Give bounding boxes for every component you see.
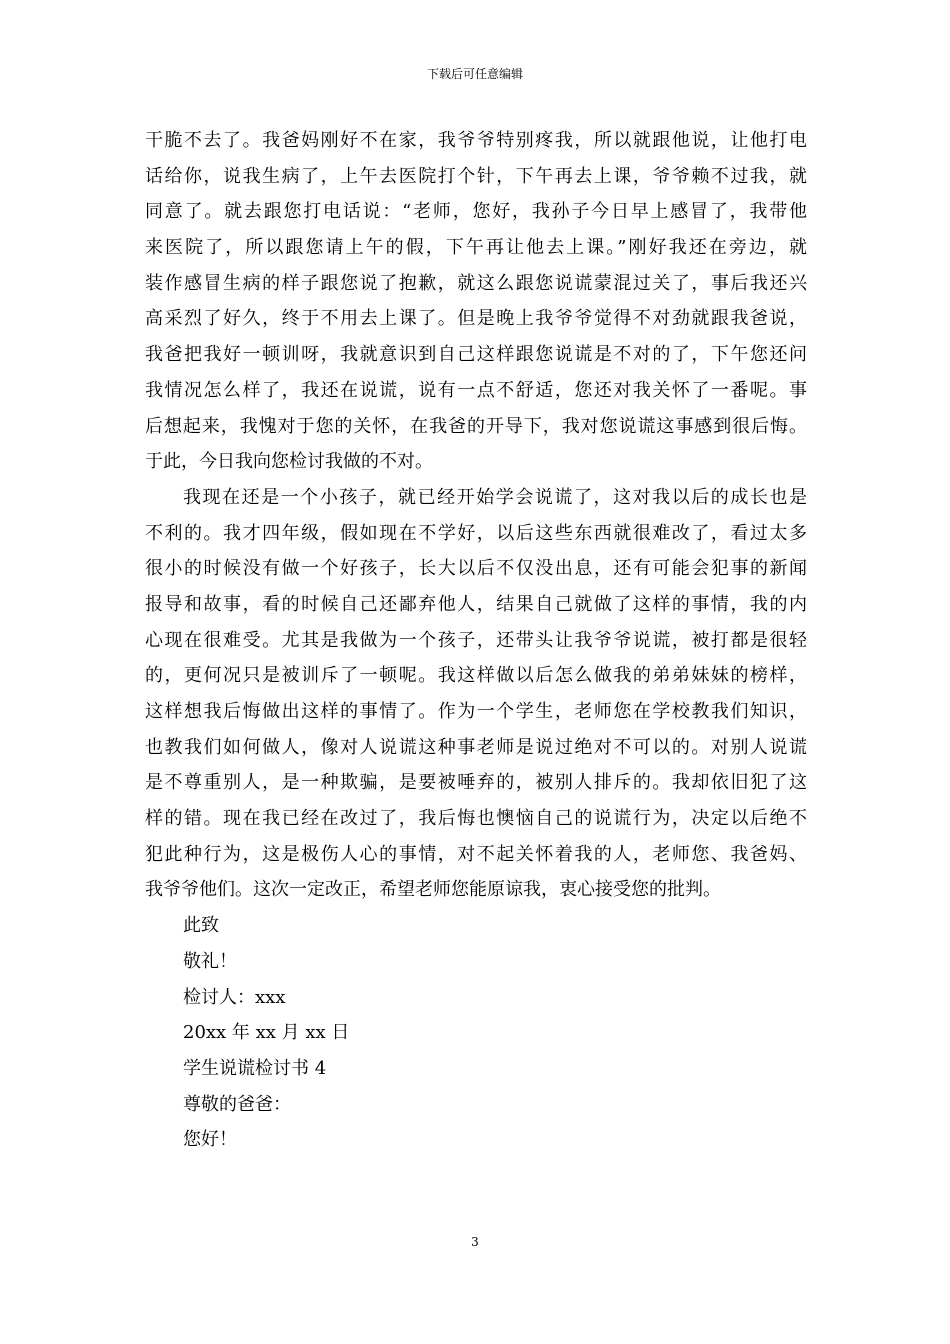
paragraph-1 <box>145 123 807 480</box>
text-line: 这样想我后悔做出这样的事情了。作为一个学生，老师您在学校教我们知识， <box>145 701 807 722</box>
closing-salute-1: 此致 <box>183 915 219 937</box>
text-line: 心现在很难受。尤其是我做为一个孩子，还带头让我爷爷说谎，被打都是很轻 <box>145 629 807 651</box>
text-line: 干脆不去了。我爸妈刚好不在家，我爷爷特别疼我，所以就跟他说，让他打电 <box>145 130 807 151</box>
text-line: 同意了。就去跟您打电话说：“老师，您好，我孙子今日早上感冒了，我带他 <box>145 201 807 223</box>
addressee-line: 尊敬的爸爸： <box>183 1093 291 1115</box>
text-line: 很小的时候没有做一个好孩子，长大以后不仅没出息，还有可能会犯事的新闻 <box>145 558 807 580</box>
text-line: 也教我们如何做人，像对人说谎这种事老师是说过绝对不可以的。对别人说谎 <box>145 736 807 758</box>
text-line: 样的错。现在我已经在改过了，我后悔也懊恼自己的说谎行为，决定以后绝不 <box>145 808 807 830</box>
text-line: 来医院了，所以跟您请上午的假，下午再让他去上课。”刚好我还在旁边，就 <box>145 237 807 259</box>
paragraph-2 <box>145 480 807 908</box>
section-title: 学生说谎检讨书 4 <box>183 1057 327 1079</box>
author-line: 检讨人：xxx <box>183 986 286 1008</box>
greeting-line: 您好！ <box>183 1129 237 1151</box>
page-header: 下载后可任意编辑 <box>426 67 523 81</box>
document-body <box>145 123 807 1158</box>
text-line: 话给你，说我生病了，上午去医院打个针，下午再去上课，爷爷赖不过我，就 <box>145 165 807 187</box>
text-line: 犯此种行为，这是极伤人心的事情，对不起关怀着我的人，老师您、我爸妈、 <box>145 843 807 865</box>
date-line: 20xx 年 xx 月 xx 日 <box>183 1022 350 1044</box>
text-line: 于此，今日我向您检讨我做的不对。 <box>145 451 433 473</box>
text-line: 我爸把我好一顿训呀，我就意识到自己这样跟您说谎是不对的了，下午您还问 <box>145 344 807 366</box>
text-line: 高采烈了好久，终于不用去上课了。但是晚上我爷爷觉得不对劲就跟我爸说， <box>145 308 807 330</box>
text-line: 是不尊重别人，是一种欺骗，是要被唾弃的，被别人排斥的。我却依旧犯了这 <box>145 772 807 794</box>
text-line: 我爷爷他们。这次一定改正，希望老师您能原谅我，衷心接受您的批判。 <box>145 879 721 901</box>
text-line: 不利的。我才四年级，假如现在不学好，以后这些东西就很难改了，看过太多 <box>145 522 807 544</box>
text-line: 报导和故事，看的时候自己还鄙弃他人，结果自己就做了这样的事情，我的内 <box>145 593 807 615</box>
text-line: 我情况怎么样了，我还在说谎，说有一点不舒适，您还对我关怀了一番呢。事 <box>145 379 807 401</box>
text-line: 后想起来，我愧对于您的关怀，在我爸的开导下，我对您说谎这事感到很后悔。 <box>145 415 807 437</box>
text-line: 的，更何况只是被训斥了一顿呢。我这样做以后怎么做我的弟弟妹妹的榜样， <box>145 665 807 687</box>
page-number: 3 <box>471 1235 479 1249</box>
text-line: 我现在还是一个小孩子，就已经开始学会说谎了，这对我以后的成长也是 <box>183 486 807 508</box>
closing-salute-2: 敬礼！ <box>183 950 237 972</box>
text-line: 装作感冒生病的样子跟您说了抱歉，就这么跟您说谎蒙混过关了，事后我还兴 <box>145 272 807 294</box>
